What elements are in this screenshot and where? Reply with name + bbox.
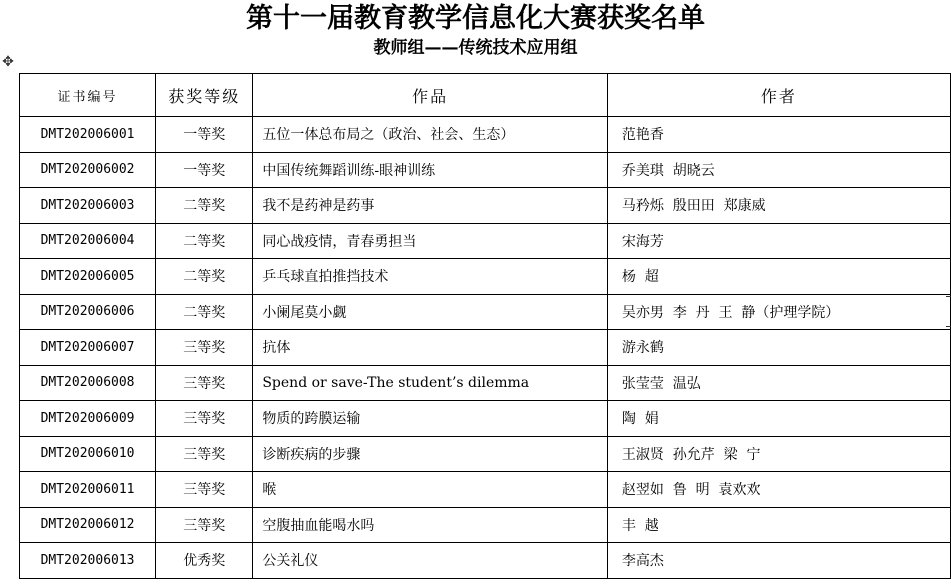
document-title: 第十一届教育教学信息化大赛获奖名单 [246,3,705,34]
cell-award-level: 三等奖 [156,472,253,508]
cell-award-level: 二等奖 [156,259,253,295]
cell-cert-id: DMT202006004 [20,223,156,259]
table-row [20,117,951,153]
cell-work: 诊断疾病的步骤 [253,436,607,472]
cell-work: Spend or save-The student’s dilemma [253,365,607,401]
table-row [20,401,951,437]
table-row [20,507,951,543]
cell-cert-id: DMT202006009 [20,401,156,437]
cell-author: 乔美琪 胡晓云 [607,152,950,188]
cell-author: 宋海芳 [607,223,950,259]
table-header-row [20,74,951,117]
cell-author: 赵翌如 鲁 明 袁欢欢 [607,472,950,508]
cell-award-level: 二等奖 [156,294,253,330]
cell-cert-id: DMT202006007 [20,330,156,366]
table-row [20,543,951,579]
cell-award-level: 二等奖 [156,188,253,224]
cell-work: 中国传统舞蹈训练-眼神训练 [253,152,607,188]
header-award-level: 获奖等级 [156,74,253,117]
cell-cert-id: DMT202006008 [20,365,156,401]
page-edge-marker [946,326,951,327]
cell-cert-id: DMT202006012 [20,507,156,543]
cell-author: 吴亦男 李 丹 王 静（护理学院） [607,294,950,330]
table-row [20,330,951,366]
cell-cert-id: DMT202006013 [20,543,156,579]
table-row [20,259,951,295]
header-author: 作者 [607,74,950,117]
cell-work: 我不是药神是药事 [253,188,607,224]
cell-author: 王淑贤 孙允芹 梁 宁 [607,436,950,472]
cell-author: 范艳香 [607,117,950,153]
table-row [20,365,951,401]
cell-work: 空腹抽血能喝水吗 [253,507,607,543]
table-row [20,294,951,330]
table-row [20,472,951,508]
cell-author: 丰 越 [607,507,950,543]
table-row [20,436,951,472]
cell-work: 同心战疫情，青春勇担当 [253,223,607,259]
table-row [20,188,951,224]
document-subtitle: 教师组——传统技术应用组 [373,38,578,58]
cell-work: 抗体 [253,330,607,366]
header-cert-id: 证书编号 [20,74,156,117]
cell-award-level: 三等奖 [156,507,253,543]
cell-work: 小阑尾莫小觑 [253,294,607,330]
table-row [20,223,951,259]
cell-author: 李高杰 [607,543,950,579]
cell-award-level: 三等奖 [156,365,253,401]
cell-cert-id: DMT202006001 [20,117,156,153]
cell-author: 马矜烁 殷田田 郑康威 [607,188,950,224]
table-row [20,152,951,188]
cell-author: 游永鹤 [607,330,950,366]
cell-work: 乒乓球直拍推挡技术 [253,259,607,295]
cell-cert-id: DMT202006011 [20,472,156,508]
cell-work: 公关礼仪 [253,543,607,579]
cell-cert-id: DMT202006005 [20,259,156,295]
awards-table [19,73,951,579]
cell-award-level: 二等奖 [156,223,253,259]
cell-award-level: 三等奖 [156,436,253,472]
cell-work: 物质的跨膜运输 [253,401,607,437]
cell-cert-id: DMT202006003 [20,188,156,224]
cell-award-level: 一等奖 [156,117,253,153]
cell-award-level: 优秀奖 [156,543,253,579]
cell-author: 陶 娟 [607,401,950,437]
page-edge-marker [946,296,951,297]
header-work: 作品 [253,74,607,117]
table-move-handle-icon[interactable]: ✥ [2,54,14,70]
cell-award-level: 一等奖 [156,152,253,188]
cell-work: 五位一体总布局之（政治、社会、生态） [253,117,607,153]
cell-cert-id: DMT202006006 [20,294,156,330]
cell-cert-id: DMT202006010 [20,436,156,472]
cell-cert-id: DMT202006002 [20,152,156,188]
cell-work: 喉 [253,472,607,508]
cell-author: 张莹莹 温弘 [607,365,950,401]
cell-award-level: 三等奖 [156,401,253,437]
cell-award-level: 三等奖 [156,330,253,366]
cell-author: 杨 超 [607,259,950,295]
